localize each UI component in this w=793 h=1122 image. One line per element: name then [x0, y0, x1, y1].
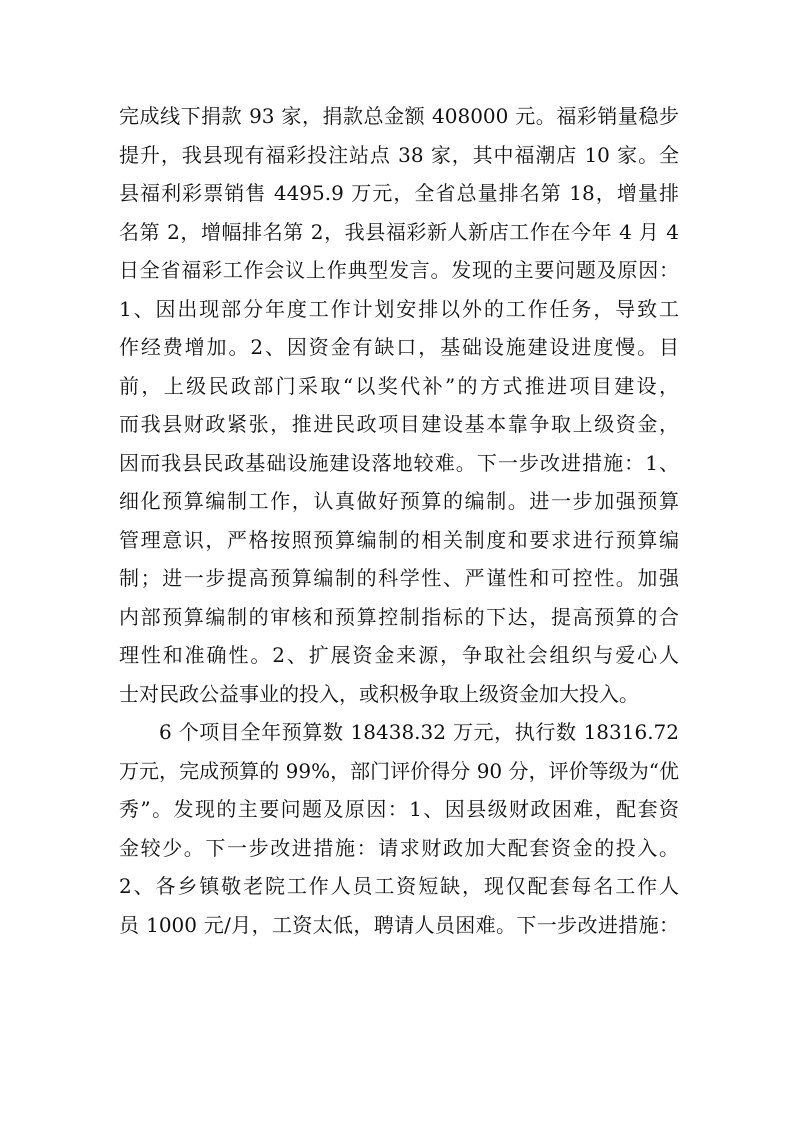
text-line: 理性和准确性。2、扩展资金来源，争取社会组织与爱心人 [119, 643, 679, 667]
text-line: 员 1000 元/月，工资太低，聘请人员困难。下一步改进措施： [119, 912, 679, 937]
text-line: 2、各乡镇敬老院工作人员工资短缺，现仅配套每名工作人 [119, 874, 679, 898]
text-line: 而我县财政紧张，推进民政项目建设基本靠争取上级资金， [119, 412, 679, 436]
text-line: 士对民政公益事业的投入，或积极争取上级资金加大投入。 [119, 681, 639, 706]
text-line: 秀”。发现的主要问题及原因：1、因县级财政困难，配套资 [119, 797, 679, 821]
text-line: 县福利彩票销售 4495.9 万元，全省总量排名第 18，增量排 [119, 181, 679, 205]
text-line: 细化预算编制工作，认真做好预算的编制。进一步加强预算 [119, 489, 679, 513]
text-line: 完成线下捐款 93 家，捐款总金额 408000 元。福彩销量稳步 [119, 104, 679, 128]
text-line: 1、因出现部分年度工作计划安排以外的工作任务，导致工 [119, 296, 679, 321]
text-line: 6 个项目全年预算数 18438.32 万元，执行数 18316.72 [159, 720, 679, 744]
text-line: 金较少。下一步改进措施：请求财政加大配套资金的投入。 [119, 835, 679, 860]
text-line: 提升，我县现有福彩投注站点 38 家，其中福潮店 10 家。全 [119, 142, 679, 167]
body-text [119, 97, 679, 944]
text-line: 内部预算编制的审核和预算控制指标的下达，提高预算的合 [119, 604, 679, 629]
text-line: 名第 2，增幅排名第 2，我县福彩新人新店工作在今年 4 月 4 [119, 219, 679, 244]
text-line: 作经费增加。2、因资金有缺口，基础设施建设进度慢。目 [119, 335, 679, 359]
text-line: 日全省福彩工作会议上作典型发言。发现的主要问题及原因： [119, 258, 679, 282]
text-line: 管理意识，严格按照预算编制的相关制度和要求进行预算编 [119, 527, 679, 552]
text-line: 制；进一步提高预算编制的科学性、严谨性和可控性。加强 [119, 566, 679, 590]
text-line: 前，上级民政部门采取“以奖代补”的方式推进项目建设， [119, 373, 679, 398]
text-line: 万元，完成预算的 99%，部门评价得分 90 分，评价等级为“优 [119, 758, 679, 783]
text-line: 因而我县民政基础设施建设落地较难。下一步改进措施：1、 [119, 450, 679, 475]
